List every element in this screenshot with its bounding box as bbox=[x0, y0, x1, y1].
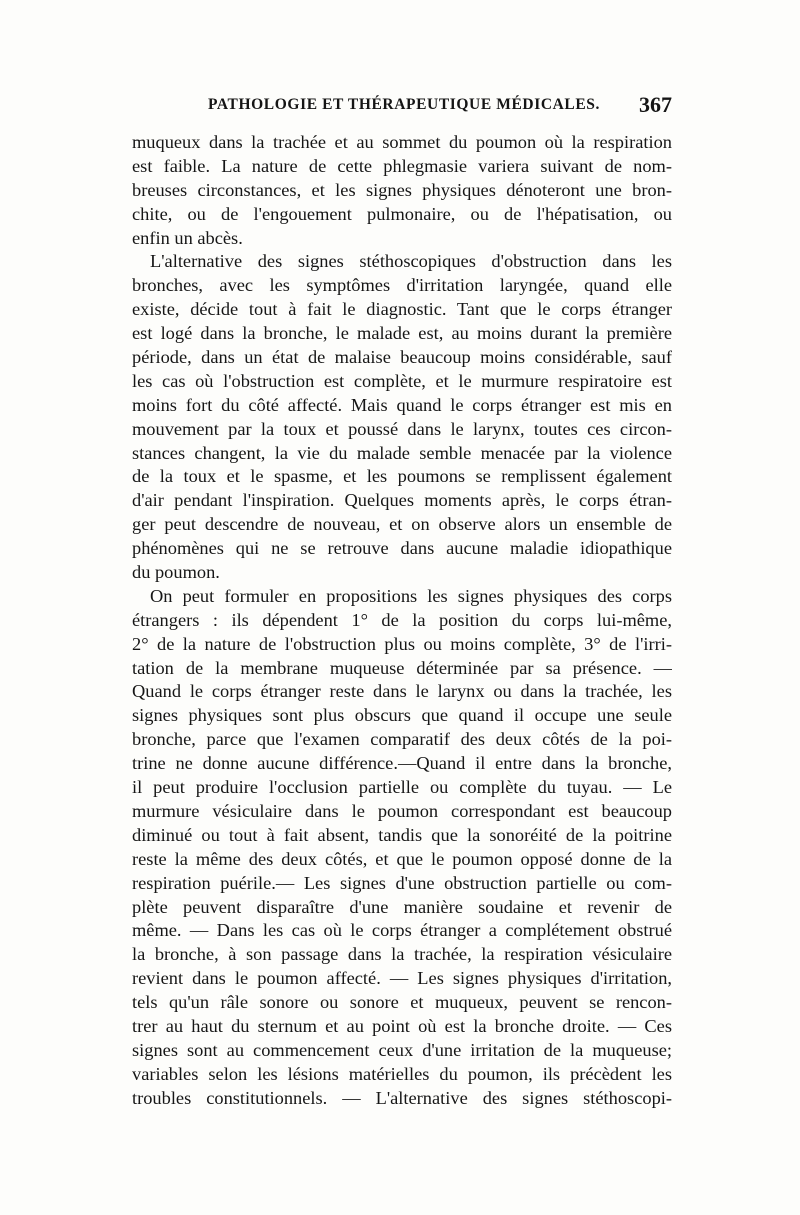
text-line: il peut produire l'occlusion partielle ou complète du tuyau. — Le bbox=[132, 777, 672, 798]
text-line: 2° de la nature de l'obstruction plus ou moins complète, 3° de l'irri- bbox=[132, 633, 672, 654]
text-line: reste la même des deux côtés, et que le poumon opposé donne de la bbox=[132, 848, 672, 869]
text-line: stances changent, la vie du malade semble menacée par la violence bbox=[132, 442, 672, 463]
page-number: 367 bbox=[639, 92, 672, 117]
text-line: bronches, avec les symptômes d'irritation laryngée, quand elle bbox=[132, 275, 672, 296]
text-line: On peut formuler en propositions les signes physiques des corps bbox=[150, 585, 672, 606]
text-line: muqueux dans la trachée et au sommet du poumon où la respiration bbox=[132, 132, 672, 152]
text-line: plète peuvent disparaître d'une manière soudaine et revenir de bbox=[132, 896, 672, 917]
text-line: variables selon les lésions matérielles du poumon, ils précèdent les bbox=[132, 1063, 672, 1084]
body-text bbox=[132, 131, 672, 1111]
text-line: étrangers : ils dépendent 1° de la position du corps lui-même, bbox=[132, 609, 672, 630]
text-line: d'air pendant l'inspiration. Quelques moments après, le corps étran- bbox=[132, 490, 672, 511]
text-line: Quand le corps étranger reste dans le larynx ou dans la trachée, les bbox=[132, 681, 672, 702]
text-line: la bronche, à son passage dans la trachée, la respiration vésiculaire bbox=[132, 944, 672, 965]
text-line: chite, ou de l'engouement pulmonaire, ou de l'hépatisation, ou bbox=[132, 203, 672, 224]
text-line: signes sont au commencement ceux d'une irritation de la muqueuse; bbox=[132, 1039, 672, 1060]
text-line: murmure vésiculaire dans le poumon correspondant est beaucoup bbox=[132, 800, 672, 821]
text-line: existe, décide tout à fait le diagnostic. Tant que le corps étranger bbox=[132, 299, 672, 320]
text-line: trine ne donne aucune différence.—Quand il entre dans la bronche, bbox=[132, 753, 672, 774]
text-line: est faible. La nature de cette phlegmasie variera suivant de nom- bbox=[132, 155, 672, 176]
text-line: enfin un abcès. bbox=[132, 227, 243, 248]
text-line: breuses circonstances, et les signes physiques dénoteront une bron- bbox=[132, 179, 672, 200]
text-line: tels qu'un râle sonore ou sonore et muqueux, peuvent se rencon- bbox=[132, 992, 672, 1013]
text-line: mouvement par la toux et poussé dans le larynx, toutes ces circon- bbox=[132, 418, 672, 439]
text-line: troubles constitutionnels. — L'alternative des signes stéthoscopi- bbox=[132, 1087, 672, 1108]
text-line: tation de la membrane muqueuse déterminée par sa présence. — bbox=[132, 657, 672, 678]
text-line: les cas où l'obstruction est complète, et le murmure respiratoire est bbox=[132, 370, 672, 391]
text-line: de la toux et le spasme, et les poumons se remplissent également bbox=[132, 466, 672, 487]
text-line: phénomènes qui ne se retrouve dans aucune maladie idiopathique bbox=[132, 538, 672, 559]
text-line: moins fort du côté affecté. Mais quand le corps étranger est mis en bbox=[132, 394, 672, 415]
text-line: signes physiques sont plus obscurs que quand il occupe une seule bbox=[132, 705, 672, 726]
text-line: est logé dans la bronche, le malade est, au moins durant la première bbox=[132, 323, 672, 344]
text-line: respiration puérile.— Les signes d'une obstruction partielle ou com- bbox=[132, 872, 672, 893]
text-line: même. — Dans les cas où le corps étranger a complétement obstrué bbox=[132, 920, 672, 941]
text-line: diminué ou tout à fait absent, tandis que la sonoréité de la poitrine bbox=[132, 824, 672, 845]
running-title: PATHOLOGIE ET THÉRAPEUTIQUE MÉDICALES. bbox=[208, 96, 601, 113]
text-line: bronche, parce que l'examen comparatif des deux côtés de la poi- bbox=[132, 729, 672, 750]
text-line: ger peut descendre de nouveau, et on observe alors un ensemble de bbox=[132, 514, 672, 535]
text-line: période, dans un état de malaise beaucoup moins considérable, sauf bbox=[132, 347, 672, 368]
page-header bbox=[132, 92, 672, 120]
text-line: revient dans le poumon affecté. — Les signes physiques d'irritation, bbox=[132, 968, 672, 989]
text-line: du poumon. bbox=[132, 562, 220, 583]
text-line: trer au haut du sternum et au point où est la bronche droite. — Ces bbox=[132, 1015, 672, 1036]
text-line: L'alternative des signes stéthoscopiques d'obstruction dans les bbox=[150, 251, 672, 272]
